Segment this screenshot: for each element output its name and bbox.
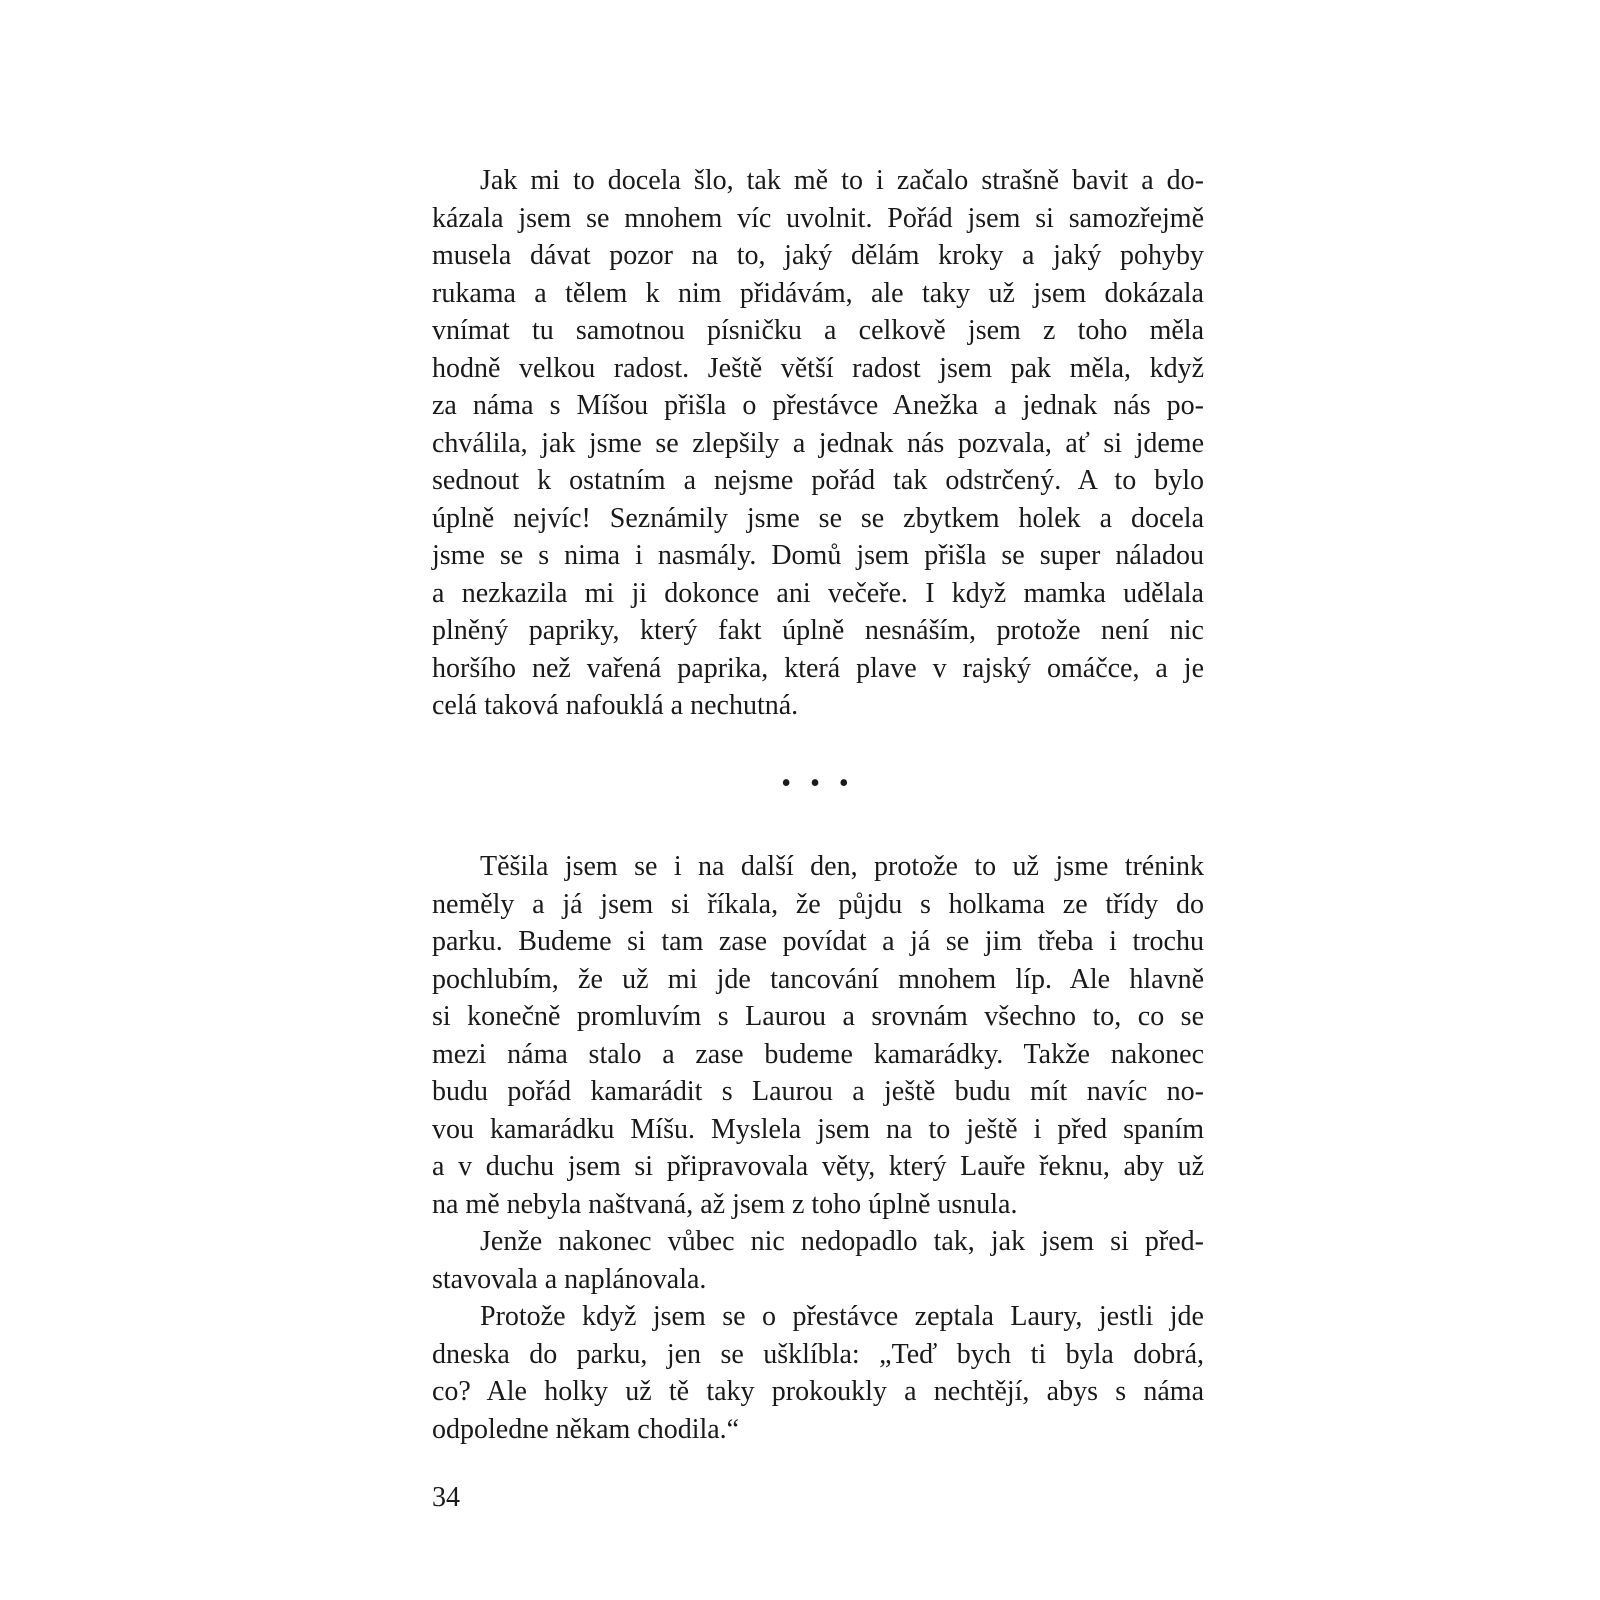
text-line: Těšila jsem se i na další den, protože to už jsme trénink: [480, 851, 1204, 882]
text-line: dneska do parku, jen se ušklíbla: „Teď bych ti byla dobrá,: [432, 1338, 1204, 1370]
text-line: vou kamarádku Míšu. Myslela jsem na to ještě i před spaním: [432, 1113, 1204, 1145]
text-line: úplně nejvíc! Seznámily jsme se se zbytkem holek a docela: [432, 502, 1204, 534]
text-line: jsme se s nima i nasmály. Domů jsem přišla se super náladou: [432, 540, 1204, 571]
text-line: budu pořád kamarádit s Laurou a ještě budu mít navíc no-: [432, 1076, 1204, 1107]
text-line: chválila, jak jsme se zlepšily a jednak nás pozvala, ať si jdeme: [432, 427, 1204, 459]
text-line: celá taková nafouklá a nechutná.: [432, 690, 799, 721]
text-line: kázala jsem se mnohem víc uvolnit. Pořád jsem si samozřejmě: [432, 202, 1204, 234]
text-line: pochlubím, že už mi jde tancování mnohem líp. Ale hlavně: [432, 963, 1204, 995]
text-line: mezi náma stalo a zase budeme kamarádky. Takže nakonec: [432, 1038, 1204, 1070]
text-line: neměly a já jsem si říkala, že půjdu s holkama ze třídy do: [432, 888, 1204, 920]
text-line: co? Ale holky už tě taky prokoukly a nechtějí, abys s náma: [432, 1376, 1204, 1407]
text-line: si konečně promluvím s Laurou a srovnám všechno to, co se: [432, 1001, 1204, 1032]
text-line: na mě nebyla naštvaná, až jsem z toho úplně usnula.: [432, 1188, 1018, 1220]
text-line: Jenže nakonec vůbec nic nedopadlo tak, jak jsem si před-: [480, 1226, 1204, 1257]
text-line: horšího než vařená paprika, která plave v rajský omáčce, a je: [432, 652, 1204, 684]
text-line: Jak mi to docela šlo, tak mě to i začalo strašně bavit a do-: [480, 165, 1204, 196]
text-line: vnímat tu samotnou písničku a celkově jsem z toho měla: [432, 315, 1204, 346]
text-line: za náma s Míšou přišla o přestávce Anežka a jednak nás po-: [432, 390, 1204, 421]
text-line: hodně velkou radost. Ještě větší radost jsem pak měla, když: [432, 352, 1204, 384]
text-block-first: [432, 162, 1204, 725]
text-line: sednout k ostatním a nejsme pořád tak odstrčený. A to bylo: [432, 465, 1204, 496]
section-separator: • • •: [781, 768, 855, 799]
text-line: odpoledne někam chodila.“: [432, 1413, 740, 1445]
text-line: a nezkazila mi ji dokonce ani večeře. I když mamka udělala: [432, 577, 1204, 609]
text-line: Protože když jsem se o přestávce zeptala Laury, jestli jde: [480, 1301, 1204, 1332]
page-number: 34: [432, 1482, 460, 1513]
text-line: rukama a tělem k nim přidávám, ale taky už jsem dokázala: [432, 277, 1204, 309]
text-block-second: [432, 848, 1204, 1448]
text-line: stavovala a naplánovala.: [432, 1263, 707, 1295]
text-line: parku. Budeme si tam zase povídat a já se jim třeba i trochu: [432, 926, 1204, 957]
text-line: a v duchu jsem si připravovala věty, který Lauře řeknu, aby už: [432, 1151, 1204, 1182]
text-line: musela dávat pozor na to, jaký dělám kroky a jaký pohyby: [432, 240, 1204, 271]
text-line: plněný papriky, který fakt úplně nesnáším, protože není nic: [432, 615, 1204, 646]
